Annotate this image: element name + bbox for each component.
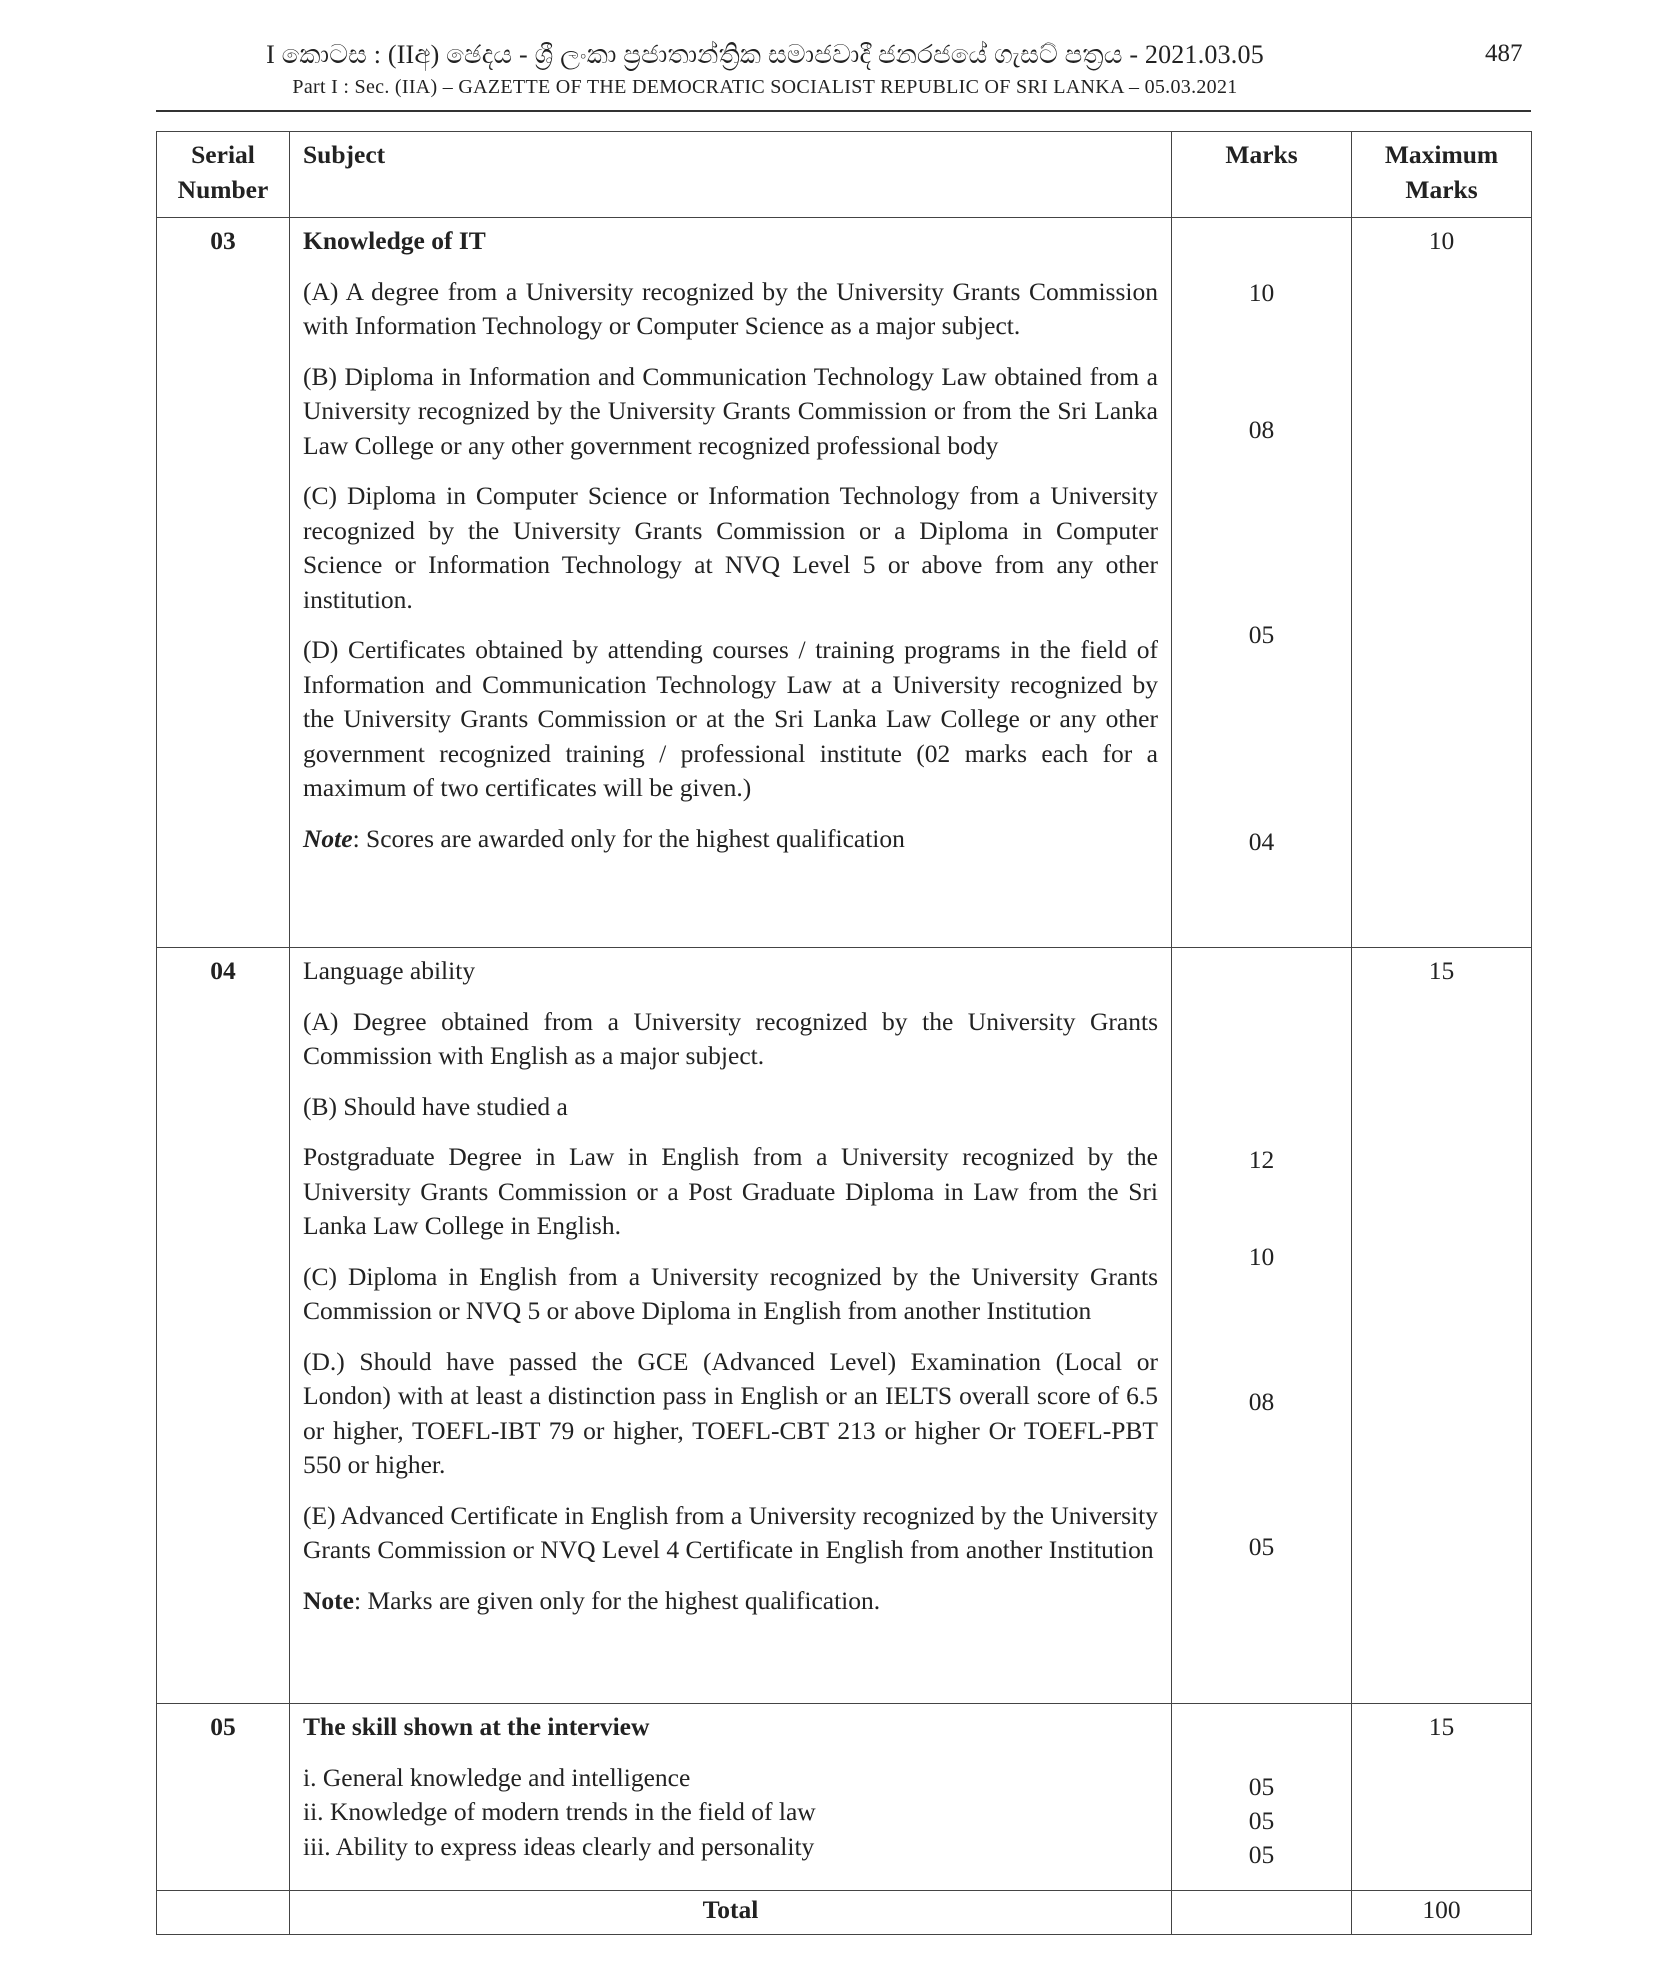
- mark-value: 05: [1248, 1840, 1275, 1869]
- mark-value: 05: [1248, 1532, 1275, 1561]
- table-row-interview-skill: [157, 1704, 1532, 1891]
- qualification-item: Postgraduate Degree in Law in English from a University recognized by the University Grants Commission or a Post Graduate Diploma in Law from the Sri Lanka Law College in English.: [303, 1142, 1158, 1240]
- marks-cell: [1172, 1704, 1352, 1891]
- qualification-item: (C) Diploma in English from a University recognized by the University Grants Commission or NVQ 5 or above Diploma in English from another Institution: [303, 1261, 1158, 1325]
- subject-cell: [290, 948, 1172, 1704]
- note: [303, 822, 1158, 857]
- subject-title: Knowledge of IT: [303, 226, 486, 255]
- note-text: : Marks are given only for the highest qualification.: [353, 1585, 881, 1615]
- mark-value: 10: [1248, 1242, 1275, 1271]
- table-row-language-ability: [157, 948, 1532, 1704]
- mark-value: 04: [1248, 827, 1275, 856]
- qualification-item: (E) Advanced Certificate in English from a University recognized by the University Grants Commission or NVQ Level 4 Certificate in English from another Institution: [303, 1500, 1158, 1564]
- qualification-item: (C) Diploma in Computer Science or Information Technology from a University recognized by the University Grants Commission or a Diploma in Computer Science or Information Technology at NVQ Level 5 or above from any other institution.: [303, 481, 1158, 614]
- header-english-title: Part I : Sec. (IIA) – GAZETTE OF THE DEMOCRATIC SOCIALIST REPUBLIC OF SRI LANKA – 05.03.2021: [292, 76, 1238, 98]
- marks-cell: [1172, 218, 1352, 948]
- mark-value: 05: [1248, 620, 1275, 649]
- serial-cell: 04: [157, 948, 290, 1704]
- list-item: i. General knowledge and intelligence: [303, 1762, 691, 1792]
- total-marks-cell: [1172, 1891, 1352, 1935]
- qualification-item: (A) Degree obtained from a University recognized by the University Grants Commission with English as a major subject.: [303, 1006, 1158, 1070]
- note-text: : Scores are awarded only for the highest qualification: [352, 823, 905, 853]
- column-header-subject: Subject: [290, 132, 1172, 218]
- mark-value: 08: [1248, 415, 1275, 444]
- subject-cell: [290, 1704, 1172, 1891]
- serial-cell: 05: [157, 1704, 290, 1891]
- column-header-serial: Serial Number: [157, 132, 290, 218]
- subject-title: Language ability: [303, 956, 476, 985]
- mark-value: 05: [1248, 1806, 1275, 1835]
- mark-value: 05: [1248, 1772, 1275, 1801]
- subject-cell: [290, 218, 1172, 948]
- total-serial-cell: [157, 1891, 290, 1935]
- mark-value: 10: [1248, 278, 1275, 307]
- note-label: Note: [303, 1585, 354, 1615]
- header-rule: [156, 110, 1531, 112]
- total-row: [157, 1891, 1532, 1935]
- max-marks-cell: 15: [1352, 948, 1532, 1704]
- max-marks-cell: 10: [1352, 218, 1532, 948]
- marking-scheme-table: [156, 131, 1532, 1935]
- page-number: 487: [1485, 40, 1523, 67]
- note: [303, 1584, 1158, 1619]
- mark-value: 08: [1248, 1387, 1275, 1416]
- interview-criteria-list: [303, 1761, 1158, 1865]
- note-label: Note: [303, 823, 353, 853]
- qualification-item: (B) Diploma in Information and Communication Technology Law obtained from a University recognized by the University Grants Commission or from the Sri Lanka Law College or any other government recognized professional body: [303, 361, 1158, 460]
- list-item: ii. Knowledge of modern trends in the field of law: [303, 1797, 816, 1826]
- total-label: Total: [290, 1891, 1172, 1935]
- list-item: iii. Ability to express ideas clearly and personality: [303, 1831, 815, 1861]
- header-sinhala-title: I කොටස : (IIඅ) ඡෙදය - ශ්‍රී ලංකා ප්‍රජාතාන්ත්‍රික සමාජවාදී ජනරජයේ ගැසට් පත්‍රය - 2021.03.05: [266, 40, 1264, 69]
- mark-value: 12: [1248, 1145, 1275, 1174]
- table-header-row: [157, 132, 1532, 218]
- qualification-item: (D) Certificates obtained by attending courses / training programs in the field of Information and Communication Technology Law at a University recognized by the University Grants Commission or at the Sri Lanka Law College or any other government recognized training / professional institute (02 marks each for a maximum of two certificates will be given.): [303, 635, 1158, 802]
- qualification-item: (B) Should have studied a: [303, 1091, 568, 1121]
- column-header-marks: Marks: [1172, 132, 1352, 218]
- qualification-item: (A) A degree from a University recognized by the University Grants Commission with Information Technology or Computer Science as a major subject.: [303, 276, 1158, 340]
- qualification-item: (D.) Should have passed the GCE (Advanced Level) Examination (Local or London) with at least a distinction pass in English or an IELTS overall score of 6.5 or higher, TOEFL-IBT 79 or higher, TOEFL-CBT 213 or higher Or TOEFL-PBT 550 or higher.: [303, 1346, 1158, 1479]
- table-row-it-knowledge: [157, 218, 1532, 948]
- max-marks-cell: 15: [1352, 1704, 1532, 1891]
- serial-cell: 03: [157, 218, 290, 948]
- column-header-max-marks: Maximum Marks: [1352, 132, 1532, 218]
- subject-title: The skill shown at the interview: [303, 1712, 650, 1741]
- total-max-marks: 100: [1352, 1891, 1532, 1935]
- marks-cell: [1172, 948, 1352, 1704]
